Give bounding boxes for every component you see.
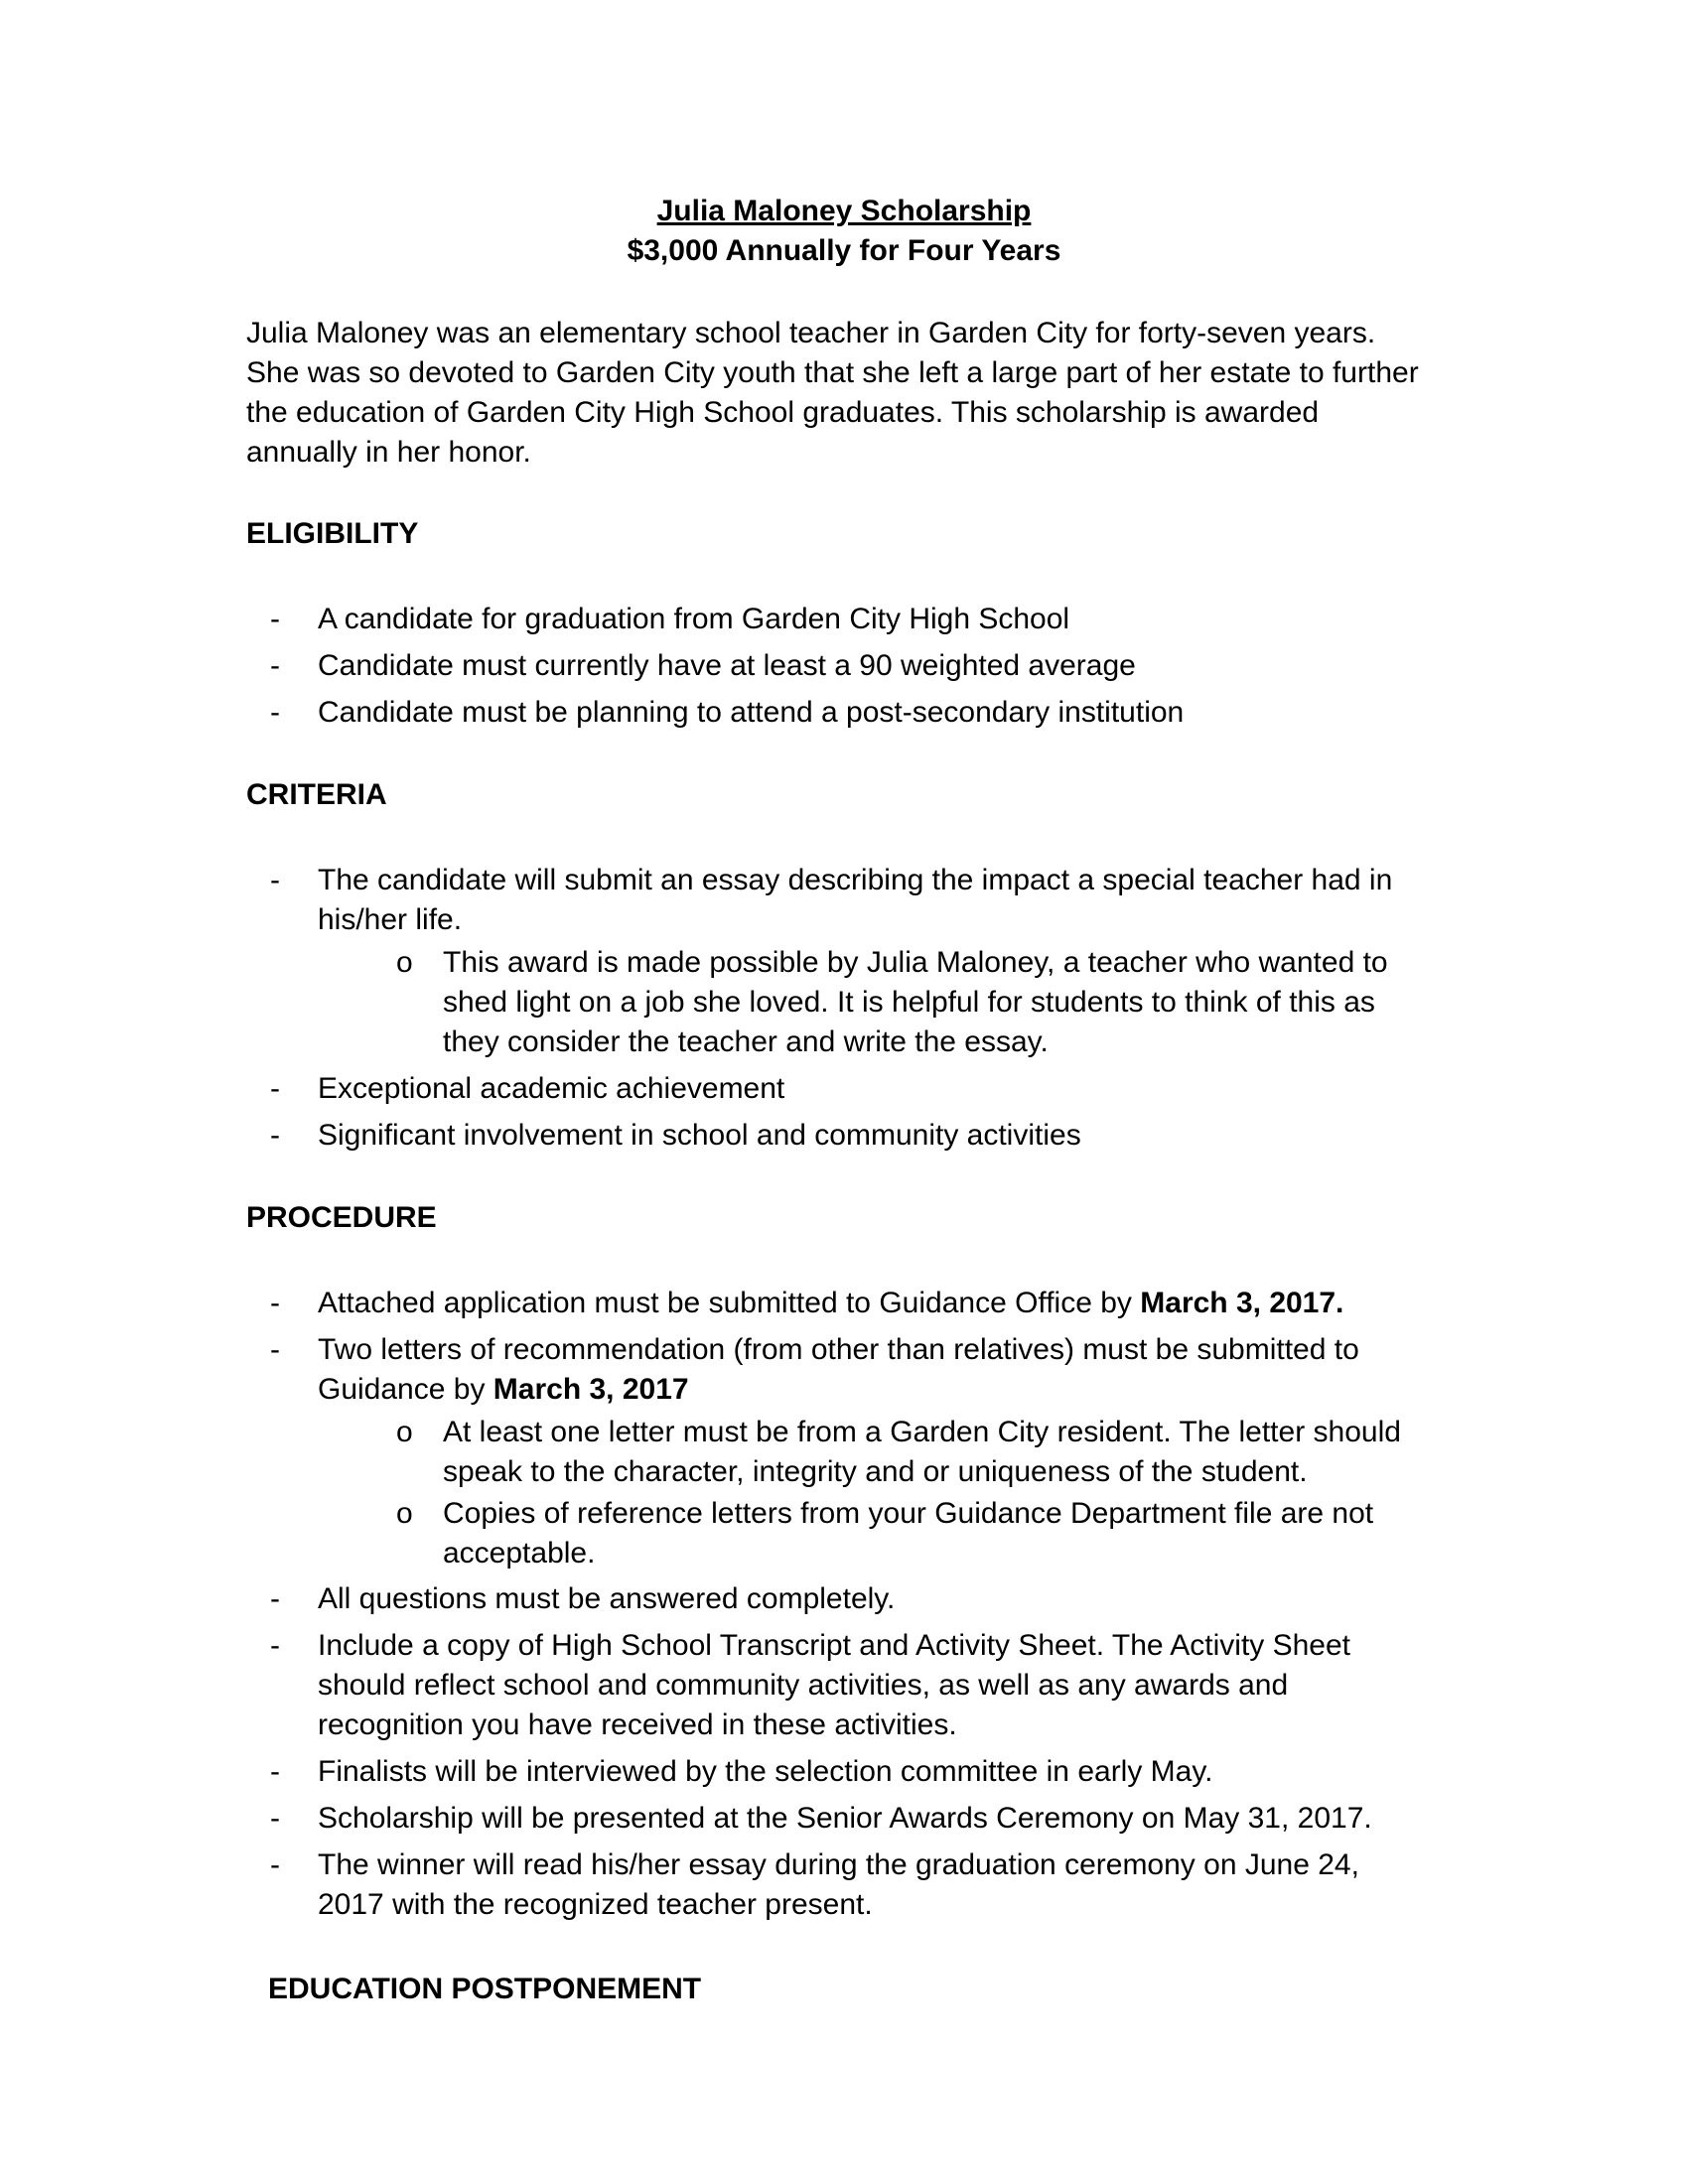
eligibility-item: A candidate for graduation from Garden City High School <box>318 603 1070 635</box>
bullet-marker: - <box>270 1119 280 1152</box>
procedure-item: Scholarship will be presented at the Senior Awards Ceremony on May 31, 2017. <box>318 1802 1372 1835</box>
criteria-subitem: This award is made possible by Julia Maloney, a teacher who wanted to shed light on a job she loved. It is helpful for students to think of this as they consider the teacher and write the essay. <box>443 946 1388 1058</box>
procedure-item-text: Two letters of recommendation (from other than relatives) must be submitted to Guidance by <box>318 1333 1359 1406</box>
eligibility-item: Candidate must currently have at least a 90 weighted average <box>318 649 1136 682</box>
sub-bullet-marker: o <box>396 1497 413 1530</box>
procedure-item: Finalists will be interviewed by the selection committee in early May. <box>318 1755 1213 1788</box>
procedure-item <box>318 1330 1430 1410</box>
education-postponement-heading: EDUCATION POSTPONEMENT <box>268 1973 702 2005</box>
page-title: Julia Maloney Scholarship <box>656 195 1032 227</box>
procedure-item: All questions must be answered completely. <box>318 1582 896 1615</box>
procedure-subitem: Copies of reference letters from your Guidance Department file are not acceptable. <box>443 1497 1374 1570</box>
bullet-marker: - <box>270 649 280 682</box>
sub-bullet-marker: o <box>396 946 413 979</box>
procedure-item-text: Attached application must be submitted to Guidance Office by <box>318 1287 1141 1319</box>
deadline-date: March 3, 2017 <box>492 1373 689 1406</box>
bullet-marker: - <box>270 1629 280 1662</box>
bullet-marker: - <box>270 864 280 896</box>
eligibility-heading: ELIGIBILITY <box>246 517 419 550</box>
bullet-marker: - <box>270 1755 280 1788</box>
criteria-item: Significant involvement in school and community activities <box>318 1119 1081 1152</box>
intro-paragraph: Julia Maloney was an elementary school teacher in Garden City for forty-seven years. She was so devoted to Garden City youth that she left a large part of her estate to further the education of Garden City High School graduates. This scholarship is awarded annually in her honor. <box>246 317 1419 469</box>
bullet-marker: - <box>270 696 280 729</box>
bullet-marker: - <box>270 1582 280 1615</box>
procedure-item: Include a copy of High School Transcript and Activity Sheet. The Activity Sheet should reflect school and community activities, as well as any awards and recognition you have received in these activities. <box>318 1629 1351 1741</box>
bullet-marker: - <box>270 1802 280 1835</box>
bullet-marker: - <box>270 1333 280 1366</box>
bullet-marker: - <box>270 603 280 635</box>
deadline-date: March 3, 2017. <box>1140 1287 1344 1319</box>
bullet-marker: - <box>270 1287 280 1319</box>
criteria-item: The candidate will submit an essay describing the impact a special teacher had in his/her life. <box>318 864 1393 936</box>
procedure-item <box>318 1284 1430 1323</box>
eligibility-item: Candidate must be planning to attend a post-secondary institution <box>318 696 1185 729</box>
sub-bullet-marker: o <box>396 1416 413 1448</box>
criteria-heading: CRITERIA <box>246 778 387 811</box>
procedure-heading: PROCEDURE <box>246 1201 437 1234</box>
procedure-subitem: At least one letter must be from a Garden City resident. The letter should speak to the character, integrity and or uniqueness of the student. <box>443 1416 1401 1488</box>
criteria-item: Exceptional academic achievement <box>318 1072 785 1105</box>
bullet-marker: - <box>270 1848 280 1881</box>
procedure-item: The winner will read his/her essay during the graduation ceremony on June 24, 2017 with the recognized teacher present. <box>318 1848 1359 1921</box>
bullet-marker: - <box>270 1072 280 1105</box>
page-subtitle: $3,000 Annually for Four Years <box>627 234 1061 267</box>
